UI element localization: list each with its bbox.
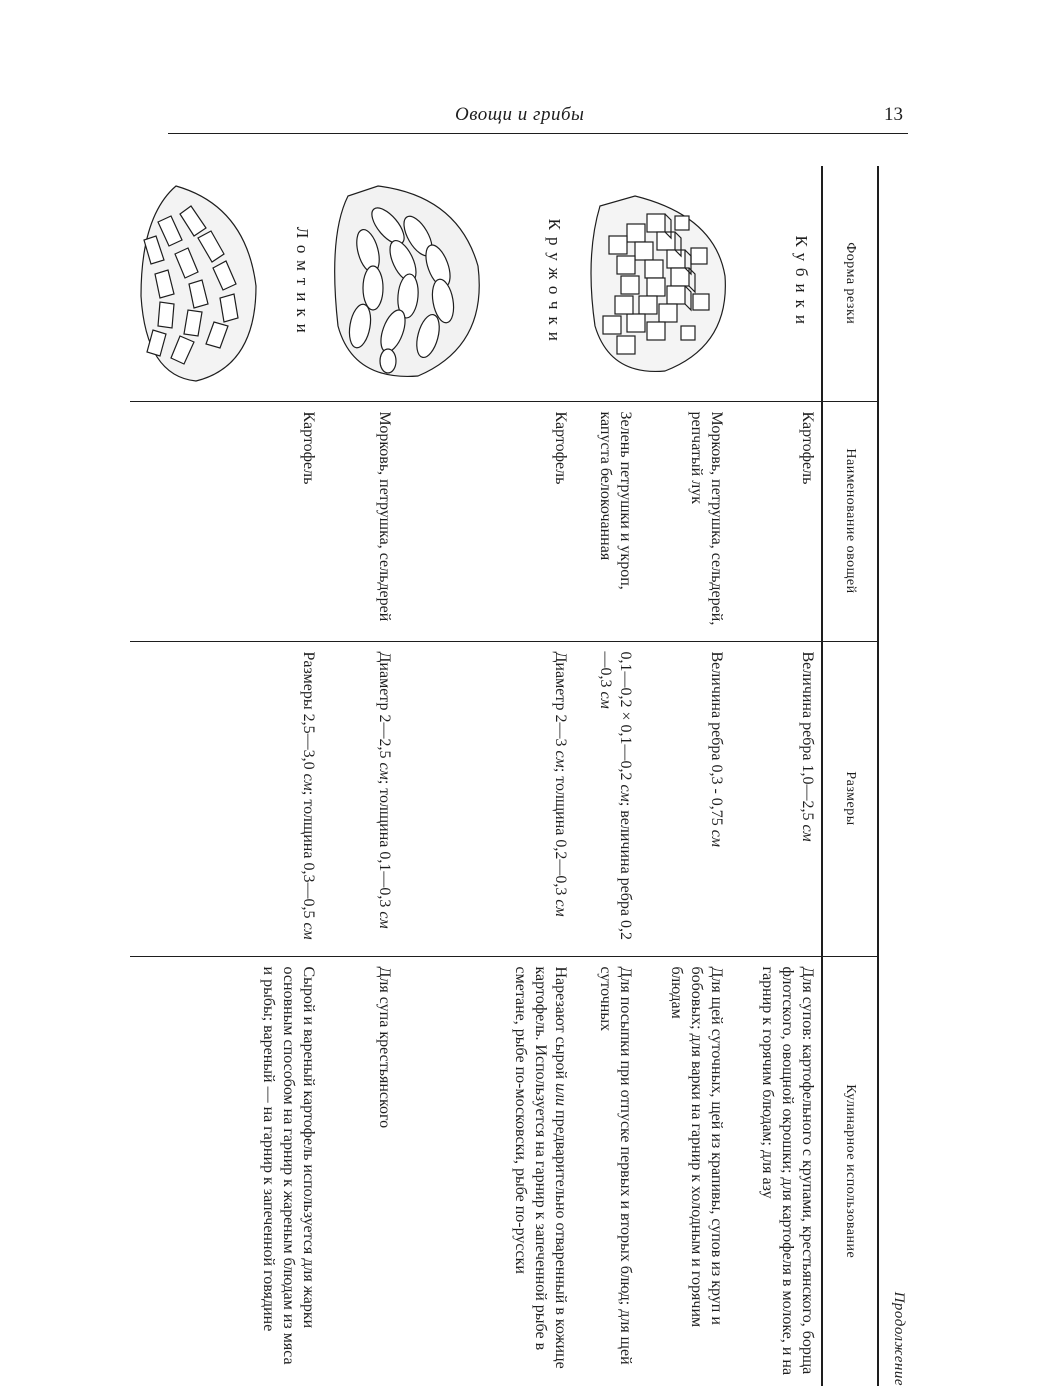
page-header [0,0,1050,140]
size-cell: Величина ребра 1,0—2,5 см [730,641,822,956]
form-label-slices: Ломтики [293,226,312,340]
use-cell: Сырой и вареный картофель используется для жарки основным способом на гарнир к жареным блюдам из мяса и рыбы; вареный — на гарнир к запеченной говядине [130,956,322,1386]
vegetable-cell: Морковь, петрушка, сельдерей [322,401,398,641]
vegetable-cell: Картофель [730,401,822,641]
form-label-cubes: Кубики [792,235,811,331]
column-header-vegetable: Наименование овощей [822,401,878,641]
cubes-illustration [580,176,785,391]
vegetable-cell: Картофель [130,401,322,641]
form-cell-cubes [574,166,822,401]
use-cell: Для супа крестьянского [322,956,398,1386]
use-cell: Нарезают сырой или предварительно отваренный в кожице картофель. Используется на гарнир к запеченной рыбе в сметане, рыбе по-московски, рыбе по-русски [398,956,574,1386]
vegetable-cell: Зелень петрушки и укроп, капуста белокочанная [574,401,639,641]
column-header-form: Форма резки [822,166,878,401]
vegetable-cell: Морковь, петрушка, сельдерей, репчатый лук [639,401,730,641]
use-cell: Для посыпки при отпуске первых и вторых блюд; для щей суточных [574,956,639,1386]
table-row [130,166,322,1386]
use-cell: Для супов: картофельного с крупами, крестьянского, борща флотского, овощной окрошки; для картофеля в молоке, и на гарнир к горячим блюдам; для азу [730,956,822,1386]
table-header-row [822,166,878,1386]
slices-illustration [136,176,286,391]
form-cell-slices [130,166,322,401]
running-title: Овощи и грибы [455,104,585,125]
rotated-table-sheet [172,166,907,1386]
size-cell: Величина ребра 0,3 - 0,75 см [639,641,730,956]
column-header-use: Кулинарное использование [822,956,878,1386]
form-label-rounds: Кружочки [545,218,564,348]
size-cell: 0,1—0,2 × 0,1—0,2 см; величина ребра 0,2—0,3 см [574,641,639,956]
vegetable-cuts-table [130,166,879,1386]
vegetable-cell: Картофель [398,401,574,641]
header-rule [168,133,908,134]
table-row [398,166,574,1386]
continued-label: Продолжение [891,1291,907,1386]
table-row [730,166,822,1386]
size-cell: Размеры 2,5—3,0 см; толщина 0,3—0,5 см [130,641,322,956]
form-cell-rounds [322,166,574,401]
page-number: 13 [884,104,903,125]
rounds-illustration [328,176,538,391]
size-cell: Диаметр 2—3 см; толщина 0,2—0,3 см [398,641,574,956]
size-cell: Диаметр 2—2,5 см; толщина 0,1—0,3 см [322,641,398,956]
column-header-size: Размеры [822,641,878,956]
use-cell: Для щей суточных, щей из крапивы, супов из круп и бобовых; для варки на гарнир к холодным и горячим блюдам [639,956,730,1386]
